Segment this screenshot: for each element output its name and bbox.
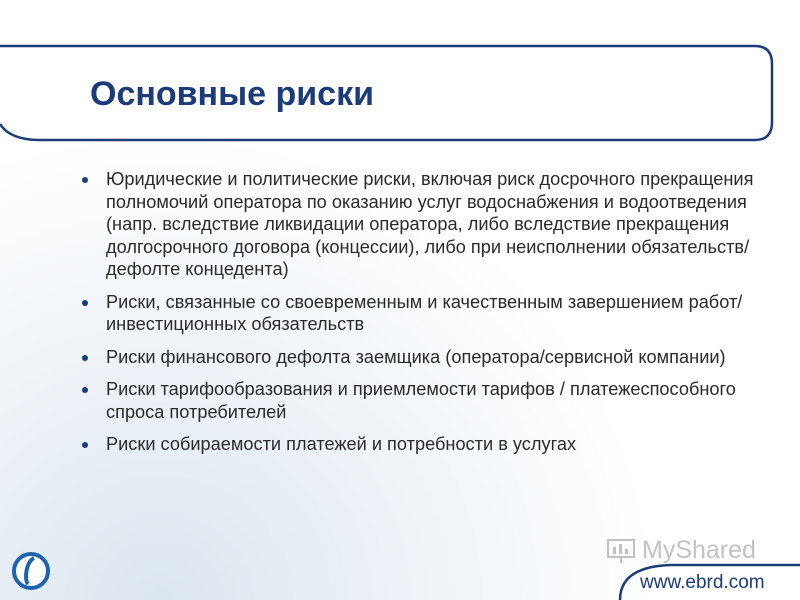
presentation-board-icon	[606, 538, 636, 564]
watermark-text: MyShared	[642, 536, 756, 564]
bullet-dot-icon	[82, 355, 88, 361]
bullet-text: Риски, связанные со своевременным и качественным завершением работ/ инвестиционных обязательств	[106, 291, 743, 334]
bullet-list	[80, 168, 760, 466]
bullet-text: Риски собираемости платежей и потребности в услугах	[106, 434, 577, 454]
bullet-item	[80, 291, 760, 336]
bullet-text: Риски тарифообразования и приемлемости тарифов / платежеспособного спроса потребителей	[106, 379, 736, 422]
bullet-item	[80, 378, 760, 423]
slide-title: Основные риски	[90, 75, 374, 113]
bullet-item	[80, 433, 760, 456]
bullet-dot-icon	[82, 387, 88, 393]
bullet-item	[80, 168, 760, 281]
footer-url[interactable]: www.ebrd.com	[640, 572, 765, 593]
bullet-text: Юридические и политические риски, включая риск досрочного прекращения полномочий оператора по оказанию услуг водоснабжения и водоотведения (напр. вследствие ликвидации оператора, либо вследствие прекращения долгосрочного договора (концессии), либо при неисполнении обязательств/дефолте концедента)	[106, 169, 754, 279]
bullet-dot-icon	[82, 442, 88, 448]
bullet-text: Риски финансового дефолта заемщика (оператора/сервисной компании)	[106, 346, 726, 367]
bullet-dot-icon	[82, 177, 88, 183]
ebrd-logo-icon	[12, 552, 50, 590]
bullet-dot-icon	[82, 300, 88, 306]
bullet-item	[80, 346, 760, 369]
